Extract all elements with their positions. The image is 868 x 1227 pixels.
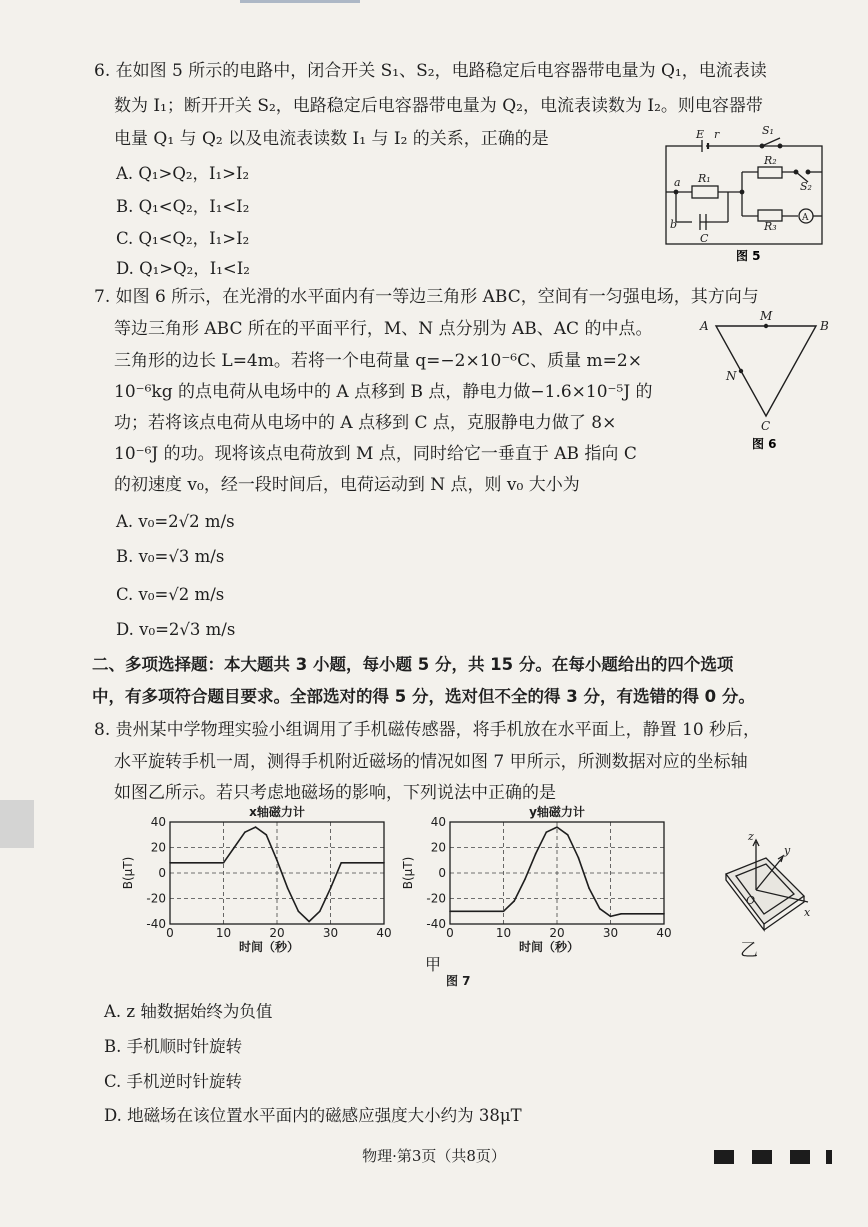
q7-option-c[interactable]: C. v₀=√2 m/s <box>116 585 225 604</box>
label-R2: R₂ <box>764 154 777 167</box>
data-point <box>244 831 246 833</box>
fig5-caption: 图 5 <box>736 249 761 263</box>
label-B: B <box>820 319 829 333</box>
axis-label-z: z <box>748 830 754 843</box>
label-M: M <box>760 309 773 323</box>
label-A: A <box>700 319 709 333</box>
label-N: N <box>726 369 737 383</box>
data-point <box>546 831 548 833</box>
q6-option-c[interactable]: C. Q₁<Q₂，I₁>I₂ <box>116 229 250 248</box>
y-axis-label: B(μT) <box>121 856 135 890</box>
scan-edge-mark <box>240 0 360 3</box>
y-tick-label: 40 <box>430 815 446 829</box>
axis-label-O: O <box>746 894 756 907</box>
y-tick-label: 20 <box>430 840 446 855</box>
y-tick-label: -20 <box>426 891 446 906</box>
scan-mark-1 <box>714 1150 734 1164</box>
section2-line-1: 二、多项选择题：本大题共 3 小题，每小题 5 分，共 15 分。在每小题给出的四个选项 <box>92 655 734 674</box>
chart-title-x: x轴磁力计 <box>249 805 305 819</box>
data-point <box>266 834 268 836</box>
x-tick-label: 0 <box>166 926 174 940</box>
x-magnetometer-chart <box>118 804 408 954</box>
phone-axes-diagram <box>708 818 818 966</box>
q7-line-2: 等边三角形 ABC 所在的平面平行，M、N 点分别为 AB、AC 的中点。 <box>114 319 653 339</box>
data-point <box>287 888 289 890</box>
fig7-yi-label: 乙 <box>740 940 758 961</box>
data-point <box>449 910 451 912</box>
scan-mark-2 <box>752 1150 772 1164</box>
data-point <box>588 888 590 890</box>
x-tick-label: 10 <box>215 926 232 940</box>
scan-shadow <box>0 800 34 848</box>
label-R1: R₁ <box>698 172 711 185</box>
q8-option-d[interactable]: D. 地磁场在该位置水平面内的磁感应强度大小约为 38μT <box>104 1106 522 1125</box>
q8-option-c[interactable]: C. 手机逆时针旋转 <box>104 1072 243 1091</box>
data-point <box>524 879 526 881</box>
q7-line-4: 10⁻⁶kg 的点电荷从电场中的 A 点移到 B 点，静电力做−1.6×10⁻⁵J 的 <box>114 382 653 402</box>
label-r: r <box>714 128 720 141</box>
data-point <box>567 834 569 836</box>
q8-option-b[interactable]: B. 手机顺时针旋转 <box>104 1037 243 1056</box>
y-tick-label: -20 <box>146 891 166 906</box>
x-tick-label: 0 <box>446 926 454 940</box>
data-point <box>513 900 515 902</box>
y-tick-label: -40 <box>426 917 446 931</box>
q7-option-a[interactable]: A. v₀=2√2 m/s <box>116 512 235 531</box>
q7-option-b[interactable]: B. v₀=√3 m/s <box>116 547 225 566</box>
x-axis-label: 时间（秒） <box>518 940 580 954</box>
ammeter-icon: A <box>802 213 809 223</box>
data-point <box>535 853 537 855</box>
label-b: b <box>670 218 678 231</box>
q6-option-a[interactable]: A. Q₁>Q₂，I₁>I₂ <box>116 164 250 183</box>
y-tick-label: 0 <box>438 866 446 880</box>
data-point <box>503 910 505 912</box>
q7-option-d[interactable]: D. v₀=2√3 m/s <box>116 620 236 639</box>
x-axis-label: 时间（秒） <box>238 940 300 954</box>
label-C: C <box>761 419 771 433</box>
q8-line-3: 如图乙所示。若只考虑地磁场的影响，下列说法中正确的是 <box>114 783 556 803</box>
data-point <box>169 862 171 864</box>
q8-line-2: 水平旋转手机一周，测得手机附近磁场的情况如图 7 甲所示，所测数据对应的坐标轴 <box>114 752 748 772</box>
fig7-caption: 图 7 <box>446 974 471 988</box>
data-point <box>578 857 580 859</box>
q7-line-7: 的初速度 v₀，经一段时间后，电荷运动到 N 点，则 v₀ 大小为 <box>114 475 580 495</box>
data-point <box>255 826 257 828</box>
data-point <box>308 921 310 923</box>
q7-line-6: 10⁻⁶J 的功。现将该点电荷放到 M 点，同时给它一垂直于 AB 指向 C <box>114 444 637 464</box>
data-point <box>620 913 622 915</box>
y-axis-label: B(μT) <box>401 856 415 890</box>
q7-line-5: 功；若将该点电荷从电场中的 A 点移到 C 点，克服静电力做了 8× <box>114 413 617 433</box>
y-tick-label: 40 <box>150 815 166 829</box>
q8-line-1: 8. 贵州某中学物理实验小组调用了手机磁传感器，将手机放在水平面上，静置 10 秒后， <box>94 720 761 740</box>
data-point <box>556 826 558 828</box>
triangle-diagram-fig6 <box>696 308 836 456</box>
scan-mark-4 <box>826 1150 832 1164</box>
q6-line-1: 6. 在如图 5 所示的电路中，闭合开关 S₁、S₂，电路稳定后电容器带电量为 Q₁，电流表读 <box>94 61 767 81</box>
chart-title-y: y轴磁力计 <box>529 805 585 819</box>
x-tick-label: 40 <box>376 926 392 940</box>
x-tick-label: 20 <box>549 926 565 940</box>
fig7-jia-label: 甲 <box>425 955 442 974</box>
q8-option-a[interactable]: A. z 轴数据始终为负值 <box>104 1002 273 1021</box>
label-S2: S₂ <box>800 180 812 193</box>
x-tick-label: 30 <box>322 926 339 940</box>
q6-option-d[interactable]: D. Q₁>Q₂，I₁<I₂ <box>116 259 250 278</box>
y-magnetometer-chart <box>398 804 688 954</box>
scan-mark-3 <box>790 1150 810 1164</box>
x-tick-label: 10 <box>495 926 512 940</box>
data-point <box>340 862 342 864</box>
label-a: a <box>674 176 681 189</box>
y-tick-label: -40 <box>146 917 166 931</box>
q6-option-b[interactable]: B. Q₁<Q₂，I₁<I₂ <box>116 197 250 216</box>
data-point <box>223 862 225 864</box>
x-tick-label: 30 <box>602 926 619 940</box>
data-point <box>330 888 332 890</box>
q7-line-1: 7. 如图 6 所示，在光滑的水平面内有一等边三角形 ABC，空间有一匀强电场，其方向与 <box>94 287 759 307</box>
label-E: E <box>696 128 705 141</box>
data-point <box>319 910 321 912</box>
data-point <box>610 916 612 918</box>
data-point <box>276 859 278 861</box>
y-tick-label: 0 <box>158 866 166 880</box>
section2-line-2: 中，有多项符合题目要求。全部选对的得 5 分，选对但不全的得 3 分，有选错的得 0 分。 <box>92 687 755 706</box>
page-footer: 物理·第3页（共8页） <box>362 1147 506 1165</box>
x-tick-label: 40 <box>656 926 672 940</box>
fig6-caption: 图 6 <box>752 437 777 451</box>
label-R3: R₃ <box>764 220 777 233</box>
data-point <box>663 913 665 915</box>
data-point <box>233 847 235 849</box>
label-S1: S₁ <box>762 124 774 137</box>
q6-line-3: 电量 Q₁ 与 Q₂ 以及电流表读数 I₁ 与 I₂ 的关系，正确的是 <box>114 129 549 149</box>
data-point <box>298 910 300 912</box>
q6-line-2: 数为 I₁；断开开关 S₂，电路稳定后电容器带电量为 Q₂，电流表读数为 I₂。则电容器带 <box>114 96 763 116</box>
axis-label-y: y <box>784 844 791 857</box>
circuit-diagram-fig5 <box>662 124 832 264</box>
y-tick-label: 20 <box>150 840 166 855</box>
x-tick-label: 20 <box>269 926 285 940</box>
data-point <box>599 908 601 910</box>
axis-label-x: x <box>804 906 811 919</box>
q7-line-3: 三角形的边长 L=4m。若将一个电荷量 q=−2×10⁻⁶C、质量 m=2× <box>114 351 642 371</box>
data-point <box>383 862 385 864</box>
label-C: C <box>700 232 709 245</box>
